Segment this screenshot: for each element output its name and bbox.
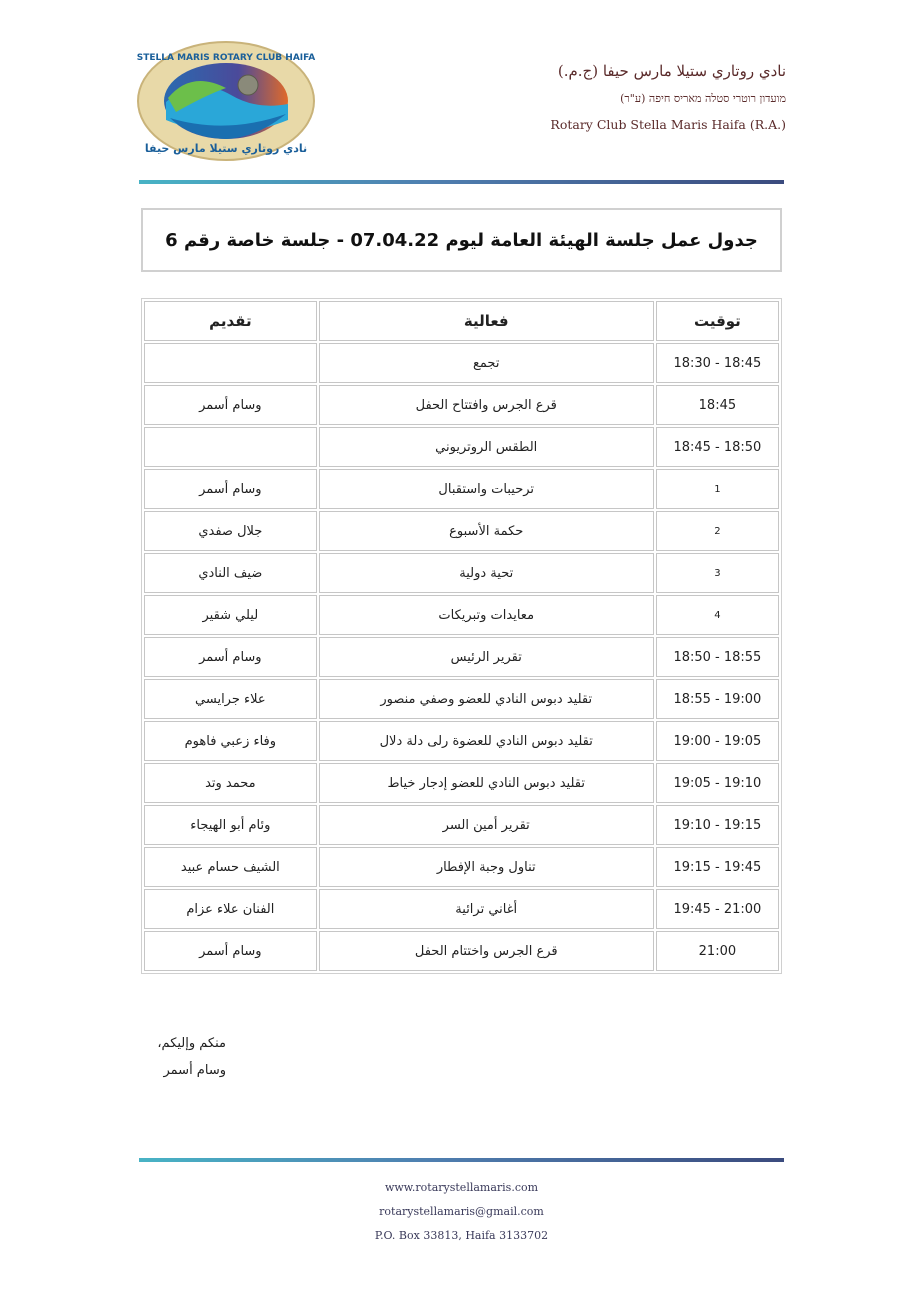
time-cell: 18:45 - 18:50: [656, 427, 779, 467]
time-cell: 19:45 - 21:00: [656, 889, 779, 929]
item-number-cell: 3: [656, 553, 779, 593]
activity-cell: تقليد دبوس النادي للعضو وصفي منصور: [319, 679, 654, 719]
club-logo: [136, 40, 316, 162]
presenter-cell: الفنان علاء عزام: [144, 889, 317, 929]
title-box: [141, 208, 782, 272]
time-cell: 19:10 - 19:15: [656, 805, 779, 845]
club-header: [550, 62, 786, 132]
table-row: [144, 721, 779, 761]
activity-cell: قرع الجرس وافتتاح الحفل: [319, 385, 654, 425]
table-header-row: [144, 301, 779, 341]
presenter-cell: الشيف حسام عبيد: [144, 847, 317, 887]
activity-cell: تجمع: [319, 343, 654, 383]
website-link[interactable]: www.rotarystellamaris.com: [384, 1181, 539, 1194]
postal-address: P.O. Box 33813, Haifa 3133702: [374, 1229, 549, 1242]
signature-block: [120, 1030, 226, 1084]
time-cell: 21:00: [656, 931, 779, 971]
page-title: جدول عمل جلسة الهيئة العامة ليوم 07.04.22 - جلسة خاصة رقم 6: [165, 229, 758, 251]
presenter-cell: [144, 427, 317, 467]
signatory-name: وسام أسمر: [163, 1063, 226, 1078]
header-activity: فعالية: [319, 301, 654, 341]
presenter-cell: وئام أبو الهيجاء: [144, 805, 317, 845]
table-row: [144, 679, 779, 719]
table-row: [144, 889, 779, 929]
table-row: [144, 763, 779, 803]
table-row: [144, 385, 779, 425]
presenter-cell: ليلي شقير: [144, 595, 317, 635]
presenter-cell: ضيف النادي: [144, 553, 317, 593]
header-time: توقيت: [656, 301, 779, 341]
activity-cell: أغاني ترائية: [319, 889, 654, 929]
presenter-cell: وسام أسمر: [144, 469, 317, 509]
header-presenter: تقديم: [144, 301, 317, 341]
schedule-table: [141, 298, 782, 974]
svg-text:نادي روتاري ستيلا مارس حيفا: نادي روتاري ستيلا مارس حيفا: [144, 142, 308, 155]
activity-cell: تقليد دبوس النادي للعضو إدجار خياط: [319, 763, 654, 803]
activity-cell: تقرير أمين السر: [319, 805, 654, 845]
presenter-cell: [144, 343, 317, 383]
time-cell: 18:45: [656, 385, 779, 425]
table-row: [144, 553, 779, 593]
activity-cell: قرع الجرس واختتام الحفل: [319, 931, 654, 971]
footer: [139, 1176, 784, 1248]
time-cell: 18:50 - 18:55: [656, 637, 779, 677]
club-name-english: Rotary Club Stella Maris Haifa (R.A.): [550, 117, 786, 132]
activity-cell: الطقس الروتريوني: [319, 427, 654, 467]
club-name-arabic: نادي روتاري ستيلا مارس حيفا (ج.م.): [557, 62, 786, 80]
time-cell: 18:30 - 18:45: [656, 343, 779, 383]
table-row: [144, 427, 779, 467]
closing-line: منكم وإليكم،: [157, 1036, 226, 1051]
table-row: [144, 469, 779, 509]
table-row: [144, 931, 779, 971]
activity-cell: تقليد دبوس النادي للعضوة رلى دلة دلال: [319, 721, 654, 761]
table-row: [144, 805, 779, 845]
item-number-cell: 2: [656, 511, 779, 551]
table-row: [144, 343, 779, 383]
presenter-cell: علاء جرايسي: [144, 679, 317, 719]
club-name-hebrew: מועדון רוטרי סטלה מאריס חיפה (ע"ר): [620, 92, 786, 105]
table-row: [144, 511, 779, 551]
activity-cell: تقرير الرئيس: [319, 637, 654, 677]
table-row: [144, 595, 779, 635]
time-cell: 18:55 - 19:00: [656, 679, 779, 719]
presenter-cell: وسام أسمر: [144, 931, 317, 971]
table-row: [144, 847, 779, 887]
presenter-cell: وسام أسمر: [144, 637, 317, 677]
presenter-cell: وسام أسمر: [144, 385, 317, 425]
item-number-cell: 1: [656, 469, 779, 509]
item-number-cell: 4: [656, 595, 779, 635]
presenter-cell: محمد وتد: [144, 763, 317, 803]
activity-cell: حكمة الأسبوع: [319, 511, 654, 551]
time-cell: 19:05 - 19:10: [656, 763, 779, 803]
header-divider: [139, 180, 784, 184]
table-row: [144, 637, 779, 677]
time-cell: 19:00 - 19:05: [656, 721, 779, 761]
presenter-cell: جلال صفدي: [144, 511, 317, 551]
email-link[interactable]: rotarystellamaris@gmail.com: [379, 1205, 544, 1218]
activity-cell: تحية دولية: [319, 553, 654, 593]
presenter-cell: وفاء زعبي فاهوم: [144, 721, 317, 761]
time-cell: 19:15 - 19:45: [656, 847, 779, 887]
logo-ring-text: STELLA MARIS ROTARY CLUB HAIFA: [136, 53, 316, 63]
footer-divider: [139, 1158, 784, 1162]
activity-cell: تناول وجبة الإفطار: [319, 847, 654, 887]
activity-cell: معايدات وتبريكات: [319, 595, 654, 635]
activity-cell: ترحيبات واستقبال: [319, 469, 654, 509]
